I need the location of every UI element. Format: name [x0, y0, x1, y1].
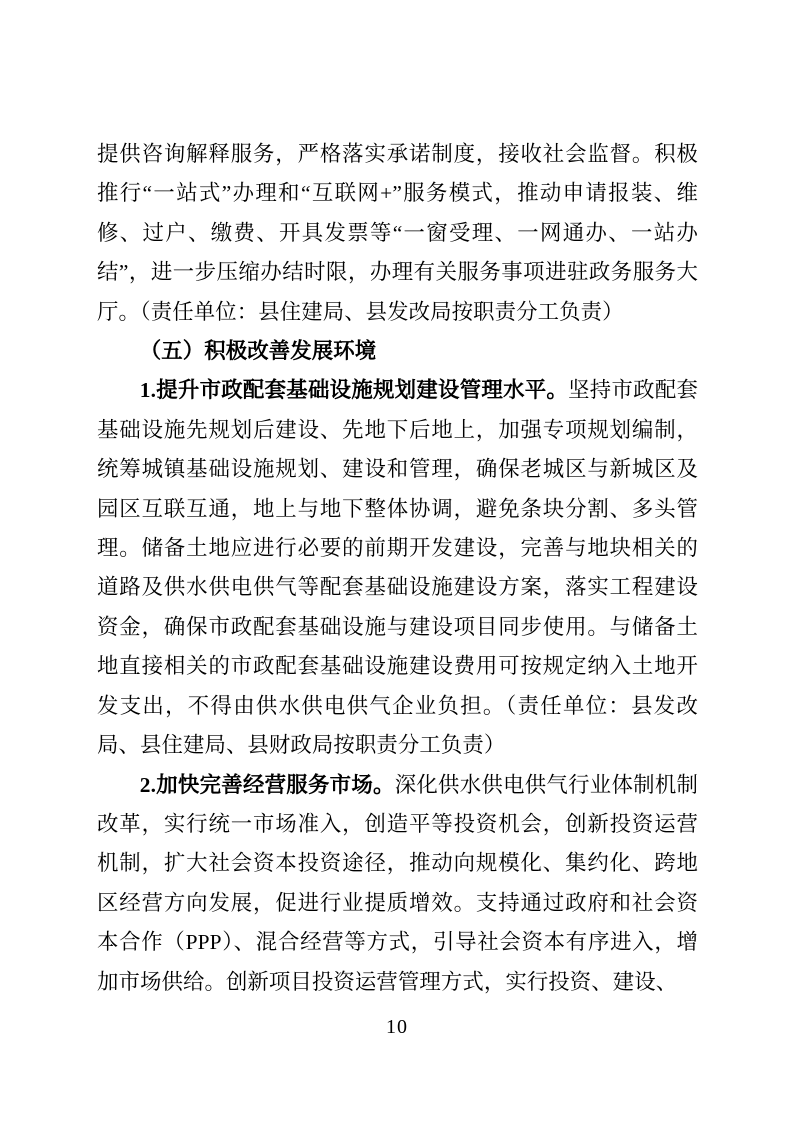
document-body [97, 135, 698, 1002]
paragraph-service-commitment [97, 135, 698, 332]
paragraph-item-1 [97, 371, 698, 765]
section-heading-five [97, 332, 698, 371]
item-1-body-text: 坚持市政配套基础设施先规划后建设、先地下后地上，加强专项规划编制，统筹城镇基础设施规划、建设和管理，确保老城区与新城区及园区互联互通，地上与地下整体协调，避免条块分割、多头管理。储备土地应进行必要的前期开发建设，完善与地块相关的道路及供水供电供气等配套基础设施建设方案，落实工程建设资金，确保市政配套基础设施与建设项目同步使用。与储备土地直接相关的市政配套基础设施建设费用可按规定纳入土地开发支出，不得由供水供电供气企业负担。（责任单位：县发改局、县住建局、县财政局按职责分工负责） [97, 378, 698, 758]
page-number: 10 [386, 1016, 408, 1038]
paragraph-item-2 [97, 766, 698, 1002]
item-1-lead-text: 1.提升市政配套基础设施规划建设管理水平。 [139, 378, 569, 403]
item-2-lead-text: 2.加快完善经营服务市场。 [139, 772, 395, 797]
section-heading-text: （五）积极改善发展环境 [139, 339, 377, 364]
item-2-body-text: 深化供水供电供气行业体制机制改革，实行统一市场准入，创造平等投资机会，创新投资运营机制，扩大社会资本投资途径，推动向规模化、集约化、跨地区经营方向发展，促进行业提质增效。支持通过政府和社会资本合作（PPP）、混合经营等方式，引导社会资本有序进入，增加市场供给。创新项目投资运营管理方式，实行投资、建设、 [97, 772, 698, 994]
paragraph-text: 提供咨询解释服务，严格落实承诺制度，接收社会监督。积极推行“一站式”办理和“互联网+”服务模式，推动申请报装、维修、过户、缴费、开具发票等“一窗受理、一网通办、一站办结”，进一步压缩办结时限，办理有关服务事项进驻政务服务大厅。（责任单位：县住建局、县发改局按职责分工负责） [97, 142, 698, 324]
